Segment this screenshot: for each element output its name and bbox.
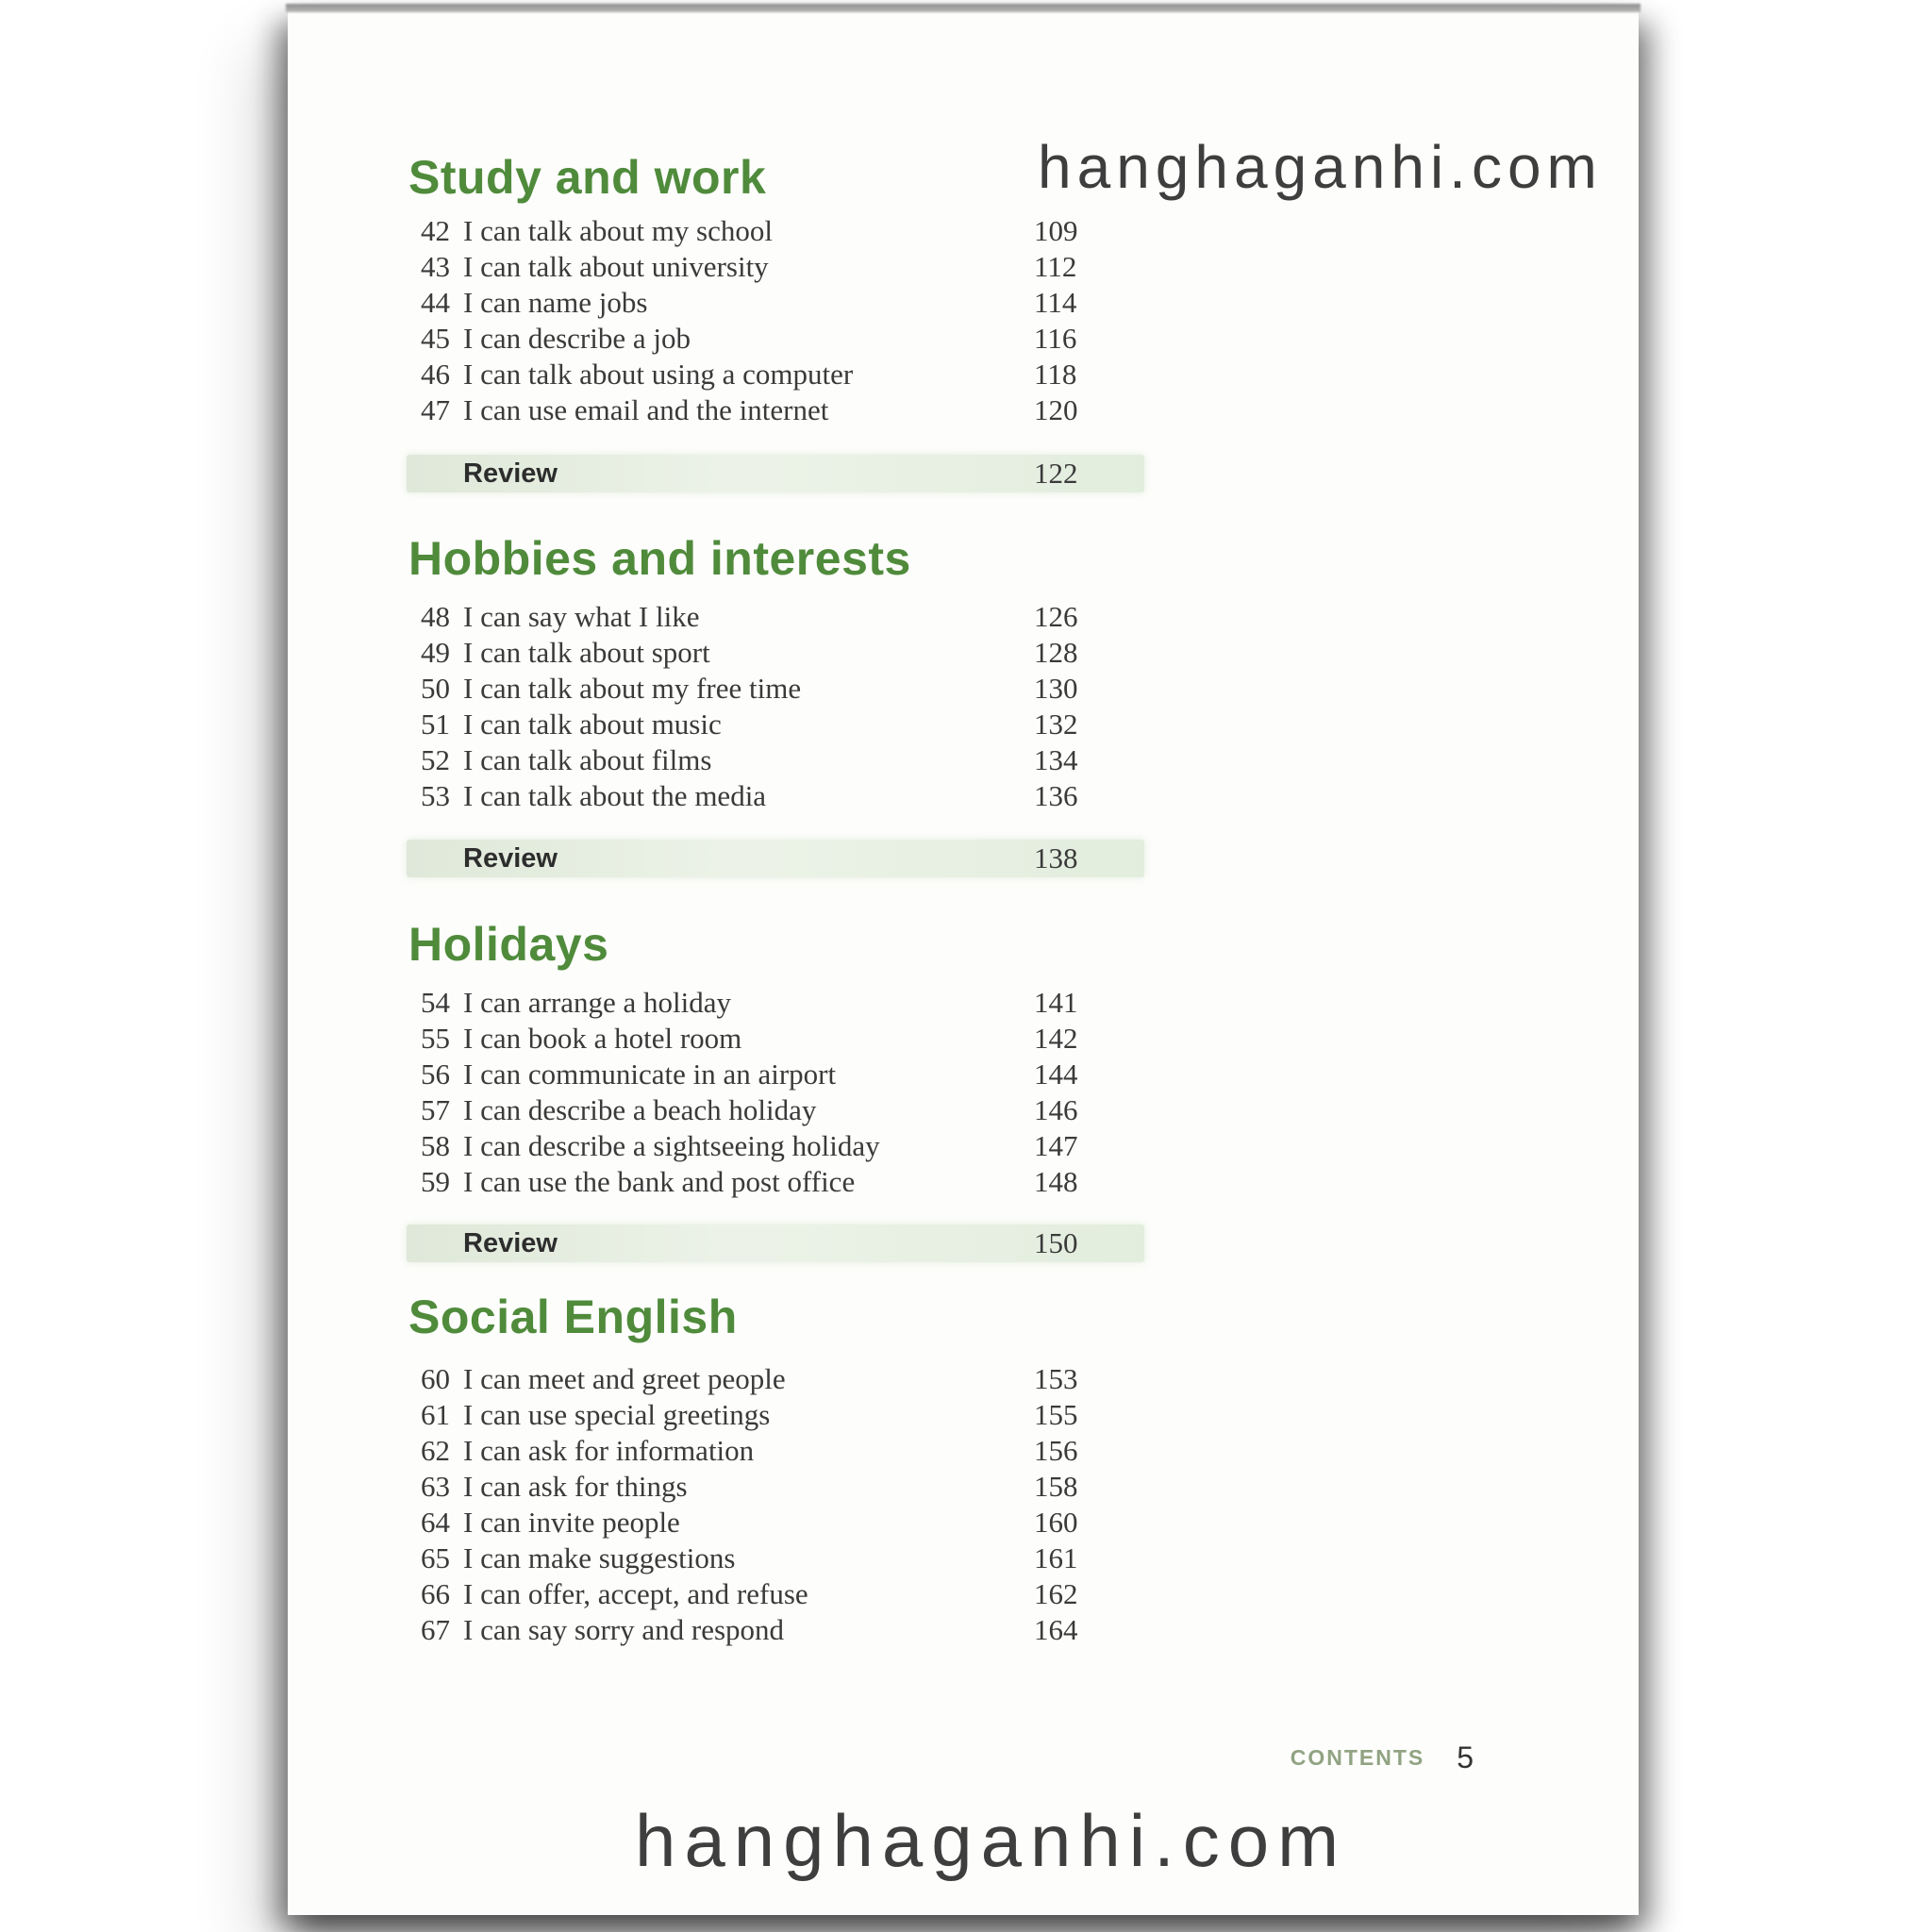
item-title: I can describe a sightseeing holiday (463, 1129, 880, 1162)
item-title: I can communicate in an airport (463, 1058, 837, 1091)
item-number: 43 (421, 250, 450, 283)
item-page-number: 120 (1034, 393, 1078, 426)
item-page-number: 164 (1034, 1613, 1078, 1646)
item-page-number: 144 (1034, 1058, 1078, 1091)
item-number: 52 (421, 743, 450, 776)
toc-item (407, 213, 1144, 249)
item-title: I can talk about my school (463, 214, 773, 247)
footer-page-number: 5 (1457, 1740, 1474, 1774)
book-page (288, 9, 1639, 1915)
toc-item (407, 671, 1144, 707)
review-label: Review (463, 1227, 558, 1258)
item-page-number: 162 (1034, 1577, 1078, 1610)
item-page-number: 146 (1034, 1093, 1078, 1126)
item-title: I can talk about films (463, 743, 712, 776)
item-number: 66 (421, 1577, 450, 1610)
item-page-number: 134 (1034, 743, 1078, 776)
item-page-number: 116 (1034, 322, 1077, 355)
item-title: I can book a hotel room (463, 1022, 742, 1055)
item-title: I can make suggestions (463, 1541, 736, 1574)
item-title: I can talk about sport (463, 636, 710, 669)
toc-item (407, 778, 1144, 814)
item-number: 50 (421, 672, 450, 705)
item-page-number: 142 (1034, 1022, 1078, 1055)
toc-item (407, 1397, 1144, 1433)
item-number: 65 (421, 1541, 450, 1574)
item-title: I can use special greetings (463, 1398, 771, 1431)
item-page-number: 156 (1034, 1434, 1078, 1467)
item-title: I can use email and the internet (463, 393, 829, 426)
toc-item (407, 1128, 1144, 1164)
toc-item (407, 285, 1144, 321)
review-bar (407, 455, 1144, 492)
item-number: 63 (421, 1470, 450, 1503)
item-title: I can talk about using a computer (463, 358, 854, 391)
toc-item (407, 1433, 1144, 1469)
item-title: I can ask for information (463, 1434, 755, 1467)
toc-item (407, 1505, 1144, 1541)
item-number: 53 (421, 779, 450, 812)
item-title: I can talk about the media (463, 779, 767, 812)
item-number: 57 (421, 1093, 450, 1126)
item-number: 64 (421, 1506, 450, 1539)
item-title: I can say what I like (463, 600, 700, 633)
item-number: 55 (421, 1022, 450, 1055)
section-title: Holidays (408, 918, 609, 971)
item-page-number: 158 (1034, 1470, 1078, 1503)
review-page-number: 138 (1034, 841, 1078, 874)
toc-item (407, 1057, 1144, 1092)
item-page-number: 136 (1034, 779, 1078, 812)
item-page-number: 147 (1034, 1129, 1078, 1162)
item-title: I can talk about music (463, 708, 722, 741)
toc-item (407, 1612, 1144, 1648)
toc-item (407, 321, 1144, 357)
item-number: 47 (421, 393, 450, 426)
item-title: I can describe a job (463, 322, 691, 355)
item-page-number: 109 (1034, 214, 1078, 247)
item-title: I can ask for things (463, 1470, 688, 1503)
section-items (407, 1361, 1144, 1648)
toc-item (407, 742, 1144, 778)
item-number: 62 (421, 1434, 450, 1467)
item-page-number: 130 (1034, 672, 1078, 705)
section-title: Social English (408, 1291, 738, 1343)
toc-item (407, 392, 1144, 428)
item-page-number: 161 (1034, 1541, 1078, 1574)
section-items (407, 985, 1144, 1200)
item-number: 54 (421, 986, 450, 1019)
item-title: I can meet and greet people (463, 1362, 786, 1395)
item-number: 48 (421, 600, 450, 633)
item-title: I can say sorry and respond (463, 1613, 785, 1646)
item-number: 67 (421, 1613, 450, 1646)
item-number: 42 (421, 214, 450, 247)
item-title: I can arrange a holiday (463, 986, 732, 1019)
item-number: 46 (421, 358, 450, 391)
item-number: 45 (421, 322, 450, 355)
toc-item (407, 1541, 1144, 1576)
item-number: 56 (421, 1058, 450, 1091)
item-number: 58 (421, 1129, 450, 1162)
item-page-number: 141 (1034, 986, 1078, 1019)
item-title: I can offer, accept, and refuse (463, 1577, 808, 1610)
toc-item (407, 985, 1144, 1021)
item-page-number: 155 (1034, 1398, 1078, 1431)
item-page-number: 128 (1034, 636, 1078, 669)
footer-contents-label: CONTENTS (1290, 1745, 1425, 1770)
item-page-number: 112 (1034, 250, 1077, 283)
item-title: I can use the bank and post office (463, 1165, 856, 1198)
item-title: I can invite people (463, 1506, 680, 1539)
review-page-number: 150 (1034, 1226, 1078, 1259)
toc-item (407, 1021, 1144, 1057)
toc-item (407, 357, 1144, 392)
toc-item (407, 1576, 1144, 1612)
item-page-number: 126 (1034, 600, 1078, 633)
item-page-number: 114 (1034, 286, 1077, 319)
item-page-number: 132 (1034, 708, 1078, 741)
toc-item (407, 1164, 1144, 1200)
toc-item (407, 1092, 1144, 1128)
item-number: 44 (421, 286, 450, 319)
review-label: Review (463, 458, 558, 489)
section-items (407, 599, 1144, 814)
item-page-number: 118 (1034, 358, 1077, 391)
toc-item (407, 635, 1144, 671)
item-page-number: 153 (1034, 1362, 1078, 1395)
toc-item (407, 599, 1144, 635)
item-number: 61 (421, 1398, 450, 1431)
toc-item (407, 707, 1144, 742)
page-footer (1291, 1740, 1474, 1775)
section-title: Study and work (408, 151, 767, 204)
toc-item (407, 1469, 1144, 1505)
item-title: I can talk about university (463, 250, 769, 283)
review-bar (407, 840, 1144, 877)
watermark-top: hanghaganhi.com (1038, 133, 1603, 201)
section-title: Hobbies and interests (408, 532, 911, 585)
toc-item (407, 1361, 1144, 1397)
toc-item (407, 249, 1144, 285)
item-number: 49 (421, 636, 450, 669)
review-bar (407, 1224, 1144, 1262)
item-number: 60 (421, 1362, 450, 1395)
item-title: I can describe a beach holiday (463, 1093, 817, 1126)
item-number: 59 (421, 1165, 450, 1198)
section-items (407, 213, 1144, 428)
item-page-number: 148 (1034, 1165, 1078, 1198)
item-page-number: 160 (1034, 1506, 1078, 1539)
item-number: 51 (421, 708, 450, 741)
review-label: Review (463, 842, 558, 874)
review-page-number: 122 (1034, 457, 1078, 490)
item-title: I can talk about my free time (463, 672, 802, 705)
watermark-bottom: hanghaganhi.com (635, 1799, 1348, 1882)
item-title: I can name jobs (463, 286, 648, 319)
